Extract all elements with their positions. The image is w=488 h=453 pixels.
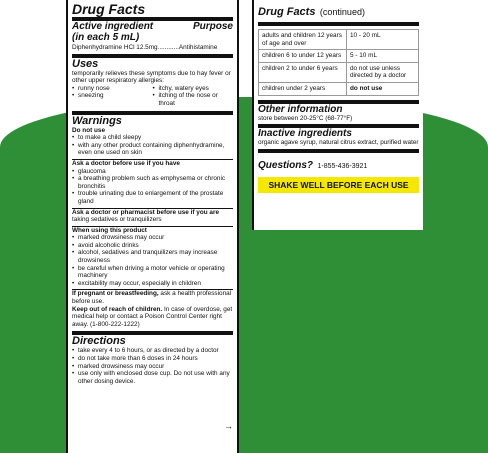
list-item: • avoid alcoholic drinks — [72, 242, 233, 250]
questions-phone: 1-855-436-3921 — [317, 162, 368, 170]
questions-heading: Questions? — [258, 159, 314, 171]
shake-well-banner: SHAKE WELL BEFORE EACH USE — [258, 177, 419, 193]
table-row — [259, 82, 419, 95]
continued-title-main: Drug Facts — [258, 6, 316, 18]
list-item: • trouble urinating due to enlargement of the prostate gland — [72, 190, 233, 205]
table-cell-age: children under 2 years — [259, 82, 347, 95]
table-cell-age: adults and children 12 years of age and over — [259, 30, 347, 50]
table-cell-dose: do not use unless directed by a doctor — [347, 62, 419, 82]
table-cell-dose: 5 - 10 mL — [347, 50, 419, 63]
directions-heading: Directions — [72, 335, 126, 348]
active-ingredient-sub: (in each 5 mL) — [72, 32, 140, 43]
list-item: • runny nose — [72, 85, 153, 93]
continued-title — [258, 0, 419, 20]
uses-heading: Uses — [72, 57, 99, 70]
list-item: • marked drowsiness may occur — [72, 234, 233, 242]
ingredient-line: Diphenhydramine HCl 12.5mg............Antihistamine — [72, 44, 218, 51]
table-cell-dose: 10 - 20 mL — [347, 30, 419, 50]
list-item: • sneezing — [72, 92, 153, 100]
list-item: • glaucoma — [72, 168, 233, 176]
inactive-text: organic agave syrup, natural citrus extract, purified water — [258, 139, 419, 147]
table-cell-dose: do not use — [347, 82, 419, 95]
other-info-heading: Other information — [258, 103, 343, 115]
list-item: • a breathing problem such as emphysema or chronic bronchitis — [72, 175, 233, 190]
pregnant-warning — [72, 290, 233, 305]
table-row — [259, 30, 419, 50]
list-item: • marked drowsiness may occur — [72, 363, 233, 371]
do-not-use-heading: Do not use — [72, 126, 106, 134]
dosage-table — [258, 29, 419, 96]
drug-facts-left-panel — [66, 0, 239, 453]
list-item: • alcohol, sedatives and tranquilizers may increase drowsiness — [72, 249, 233, 264]
uses-intro: temporarily relieves these symptoms due to hay fever or other upper respiratory allergies: — [72, 69, 231, 85]
other-info-text: store between 20-25°C (68-77°F) — [258, 114, 353, 122]
pregnant-text: ask a health professional before use. — [72, 290, 232, 306]
purpose-heading: Purpose — [192, 21, 233, 32]
table-cell-age: children 2 to under 6 years — [259, 62, 347, 82]
list-item: • use only with enclosed dose cup. Do not use with any other dosing device. — [72, 370, 233, 385]
continue-arrow-icon: → — [224, 421, 233, 431]
list-item: • do not take more than 6 doses in 24 hours — [72, 355, 233, 363]
ask-pharmacist-heading: Ask a doctor or pharmacist before use if you are — [72, 208, 220, 216]
drug-facts-right-panel — [252, 0, 423, 230]
drug-facts-title: Drug Facts — [72, 1, 146, 17]
ask-pharmacist-text: taking sedatives or tranquilizers — [72, 216, 162, 224]
keep-out-text: In case of overdose, get medical help or contact a Poison Control Center right away. (1-800-222-1222) — [72, 305, 233, 328]
list-item: • itchy, watery eyes — [153, 85, 234, 93]
list-item: • to make a child sleepy — [72, 134, 233, 142]
warnings-heading: Warnings — [72, 114, 122, 127]
ask-doctor-heading: Ask a doctor before use if you have — [72, 159, 180, 167]
list-item: • with any other product containing diphenhydramine, even one used on skin — [72, 142, 233, 157]
uses-list — [72, 85, 233, 108]
table-row — [259, 62, 419, 82]
list-item: • itching of the nose or throat — [153, 92, 234, 107]
inactive-heading: Inactive ingredients — [258, 128, 352, 140]
list-item: • excitability may occur, especially in children — [72, 280, 233, 288]
table-cell-age: children 6 to under 12 years — [259, 50, 347, 63]
active-ingredient-heading: Active ingredient — [72, 21, 154, 32]
table-row — [259, 50, 419, 63]
continued-title-suffix: (continued) — [319, 7, 365, 17]
questions-line — [258, 153, 419, 173]
keep-out-warning — [72, 306, 233, 329]
list-item: • take every 4 to 6 hours, or as directed by a doctor — [72, 347, 233, 355]
when-using-heading: When using this product — [72, 226, 147, 234]
list-item: • be careful when driving a motor vehicle or operating machinery — [72, 265, 233, 280]
keep-out-bold: Keep out of reach of children. — [72, 305, 163, 313]
pregnant-bold: If pregnant or breastfeeding, — [72, 290, 159, 298]
